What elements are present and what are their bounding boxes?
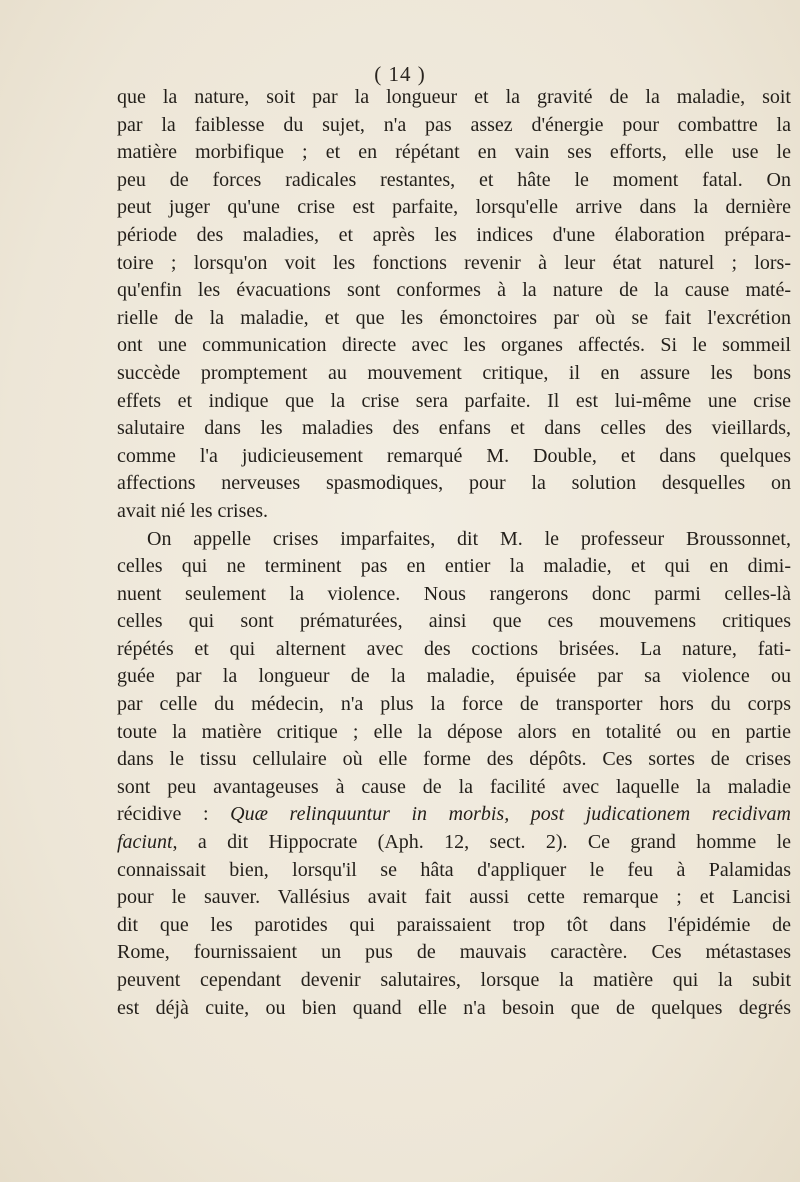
body-text bbox=[117, 84, 791, 1022]
text-line-with-quote bbox=[117, 801, 791, 829]
text-line: peut juger qu'une crise est parfaite, lorsqu'elle arrive dans la dernière bbox=[117, 196, 791, 219]
text-line: répétés et qui alternent avec des coctions brisées. La nature, fati- bbox=[117, 637, 791, 660]
text-fragment: , a dit Hippocrate (Aph. 12, sect. 2). Ce grand homme le bbox=[172, 831, 791, 854]
text-line: par celle du médecin, n'a plus la force de transporter hors du corps bbox=[117, 693, 791, 716]
text-line: toire ; lorsqu'on voit les fonctions revenir à leur état naturel ; lors- bbox=[117, 251, 791, 274]
text-line: effets et indique que la crise sera parfaite. Il est lui-même une crise bbox=[117, 389, 791, 412]
latin-quote: Quæ relinquuntur in morbis, post judicationem recidivam bbox=[230, 803, 791, 826]
text-line: succède promptement au mouvement critique, il en assure les bons bbox=[117, 361, 791, 384]
text-line: sont peu avantageuses à cause de la facilité avec laquelle la maladie bbox=[117, 775, 791, 798]
text-line: est déjà cuite, ou bien quand elle n'a besoin que de quelques degrés bbox=[117, 996, 791, 1019]
text-line: avait nié les crises. bbox=[117, 499, 269, 522]
text-line: Rome, fournissaient un pus de mauvais caractère. Ces métastases bbox=[117, 941, 791, 964]
text-line: affections nerveuses spasmodiques, pour la solution desquelles on bbox=[117, 472, 791, 495]
text-line: que la nature, soit par la longueur et la gravité de la maladie, soit bbox=[117, 86, 791, 108]
text-line: ont une communication directe avec les organes affectés. Si le sommeil bbox=[117, 334, 791, 357]
text-line: peu de forces radicales restantes, et hâte le moment fatal. On bbox=[117, 168, 791, 191]
text-line: peuvent cependant devenir salutaires, lorsque la matière qui la subit bbox=[117, 969, 791, 991]
text-line: dit que les parotides qui paraissaient trop tôt dans l'épidémie de bbox=[117, 913, 791, 936]
latin-quote: faciunt bbox=[117, 831, 173, 854]
page-number: ( 14 ) bbox=[374, 62, 426, 86]
text-line: connaissait bien, lorsqu'il se hâta d'appliquer le feu à Palamidas bbox=[117, 858, 791, 881]
text-line: toute la matière critique ; elle la dépose alors en totalité ou en partie bbox=[117, 720, 791, 743]
text-line: qu'enfin les évacuations sont conformes à la nature de la cause maté- bbox=[117, 279, 791, 302]
text-line: celles qui sont prématurées, ainsi que ces mouvemens critiques bbox=[117, 610, 791, 633]
text-line: On appelle crises imparfaites, dit M. le professeur Broussonnet, bbox=[147, 527, 791, 550]
text-line: comme l'a judicieusement remarqué M. Double, et dans quelques bbox=[117, 444, 791, 467]
text-line: guée par la longueur de la maladie, épuisée par sa violence ou bbox=[117, 665, 791, 688]
text-line-with-quote bbox=[117, 829, 791, 857]
text-line: par la faiblesse du sujet, n'a pas assez d'énergie pour combattre la bbox=[117, 113, 791, 136]
text-line: dans le tissu cellulaire où elle forme des dépôts. Ces sortes de crises bbox=[117, 748, 791, 771]
text-line: celles qui ne terminent pas en entier la maladie, et qui en dimi- bbox=[117, 555, 791, 578]
text-line: nuent seulement la violence. Nous rangerons donc parmi celles-là bbox=[117, 582, 791, 605]
text-line: matière morbifique ; et en répétant en vain ses efforts, elle use le bbox=[117, 141, 791, 164]
text-line: pour le sauver. Vallésius avait fait aussi cette remarque ; et Lancisi bbox=[117, 886, 791, 909]
text-line: rielle de la maladie, et que les émonctoires par où se fait l'excrétion bbox=[117, 306, 791, 329]
text-fragment: récidive : bbox=[117, 803, 209, 826]
text-line: salutaire dans les maladies des enfans et dans celles des vieillards, bbox=[117, 417, 791, 440]
text-line: période des maladies, et après les indices d'une élaboration prépara- bbox=[117, 223, 791, 246]
